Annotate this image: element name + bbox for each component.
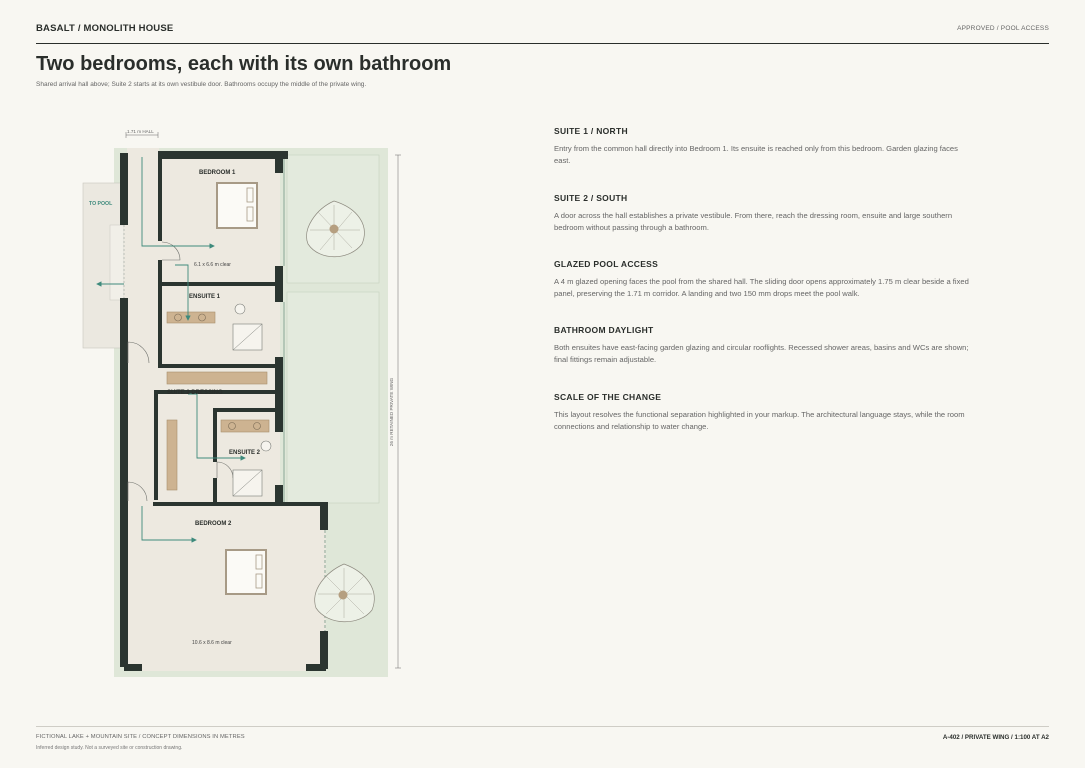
to-pool-label: TO POOL [89,201,113,207]
project-brand: BASALT / MONOLITH HOUSE [36,23,174,34]
note-body: A 4 m glazed opening faces the pool from the shared hall. The sliding door opens approximately 1.75 m clear beside a fixed panel, preserving the 1.71 m corridor. A landing and two 150 mm drops meet the pool walk. [554,277,969,298]
wing-length-dimension [395,155,401,668]
note-body: Both ensuites have east-facing garden glazing and circular rooflights. Recessed shower areas, basins and WCs are shown; final fittings remain adjustable. [554,343,969,364]
ensuite-1-label: ENSUITE 1 [189,294,221,300]
footer-site: FICTIONAL LAKE + MOUNTAIN SITE / CONCEPT DIMENSIONS IN METRES [36,734,245,740]
ensuite-2-vanity [221,420,269,432]
page-title: Two bedrooms, each with its own bathroom [36,53,452,75]
floor-plan [80,120,410,682]
page-subtitle: Shared arrival hall above; Suite 2 starts at its own vestibule door. Bathrooms occupy the middle of the private wing. [36,81,367,88]
suite-2-dressing-label: SUITE 2 DRESSING [167,390,223,396]
approval-status: APPROVED / POOL ACCESS [957,25,1049,32]
note-suite-2 [554,193,974,234]
pool-landing-step [110,225,124,300]
note-scale-of-change [554,392,974,433]
note-bathroom-daylight [554,325,974,366]
note-title: BATHROOM DAYLIGHT [554,325,654,335]
footer-divider [36,726,1049,727]
bedroom-2-label: BEDROOM 2 [195,521,232,527]
header-divider [36,43,1049,44]
ensuite-2-label: ENSUITE 2 [229,450,261,456]
footer-disclaimer: Inferred design study. Not a surveyed site or construction drawing. [36,745,183,751]
note-pool-access [554,259,974,300]
sheet-reference: A-402 / PRIVATE WING / 1:100 AT A2 [942,734,1049,741]
bed-2 [226,550,266,594]
dressing-wardrobe [167,372,267,384]
rooflight-icon [261,441,271,451]
note-title: SUITE 2 / SOUTH [554,193,628,203]
note-suite-1 [554,126,974,167]
note-body: This layout resolves the functional separation highlighted in your markup. The architectural language stays, while the room connections and relationship to water change. [554,410,965,431]
hall-floor [127,148,159,157]
courtyard-middle [287,292,379,503]
note-title: GLAZED POOL ACCESS [554,259,659,269]
bedroom-2-size: 10.6 x 8.6 m clear [192,640,232,646]
rooflight-icon [235,304,245,314]
wing-length-label: 26 m RETAINED PRIVATE WING [389,377,394,447]
ensuite-1-vanity [167,312,215,323]
dressing-bench [167,420,177,490]
bedroom-1-label: BEDROOM 1 [199,170,236,176]
note-title: SCALE OF THE CHANGE [554,392,662,402]
note-body: Entry from the common hall directly into Bedroom 1. Its ensuite is reached only from this bedroom. Garden glazing faces east. [554,144,958,165]
hall-dimension-label: 1.71 m HALL [127,129,154,134]
bedroom-1-size: 6.1 x 6.6 m clear [194,262,231,268]
note-title: SUITE 1 / NORTH [554,126,628,136]
note-body: A door across the hall establishes a private vestibule. From there, reach the dressing room, ensuite and large southern bedroom without passing through a bathroom. [554,211,953,232]
